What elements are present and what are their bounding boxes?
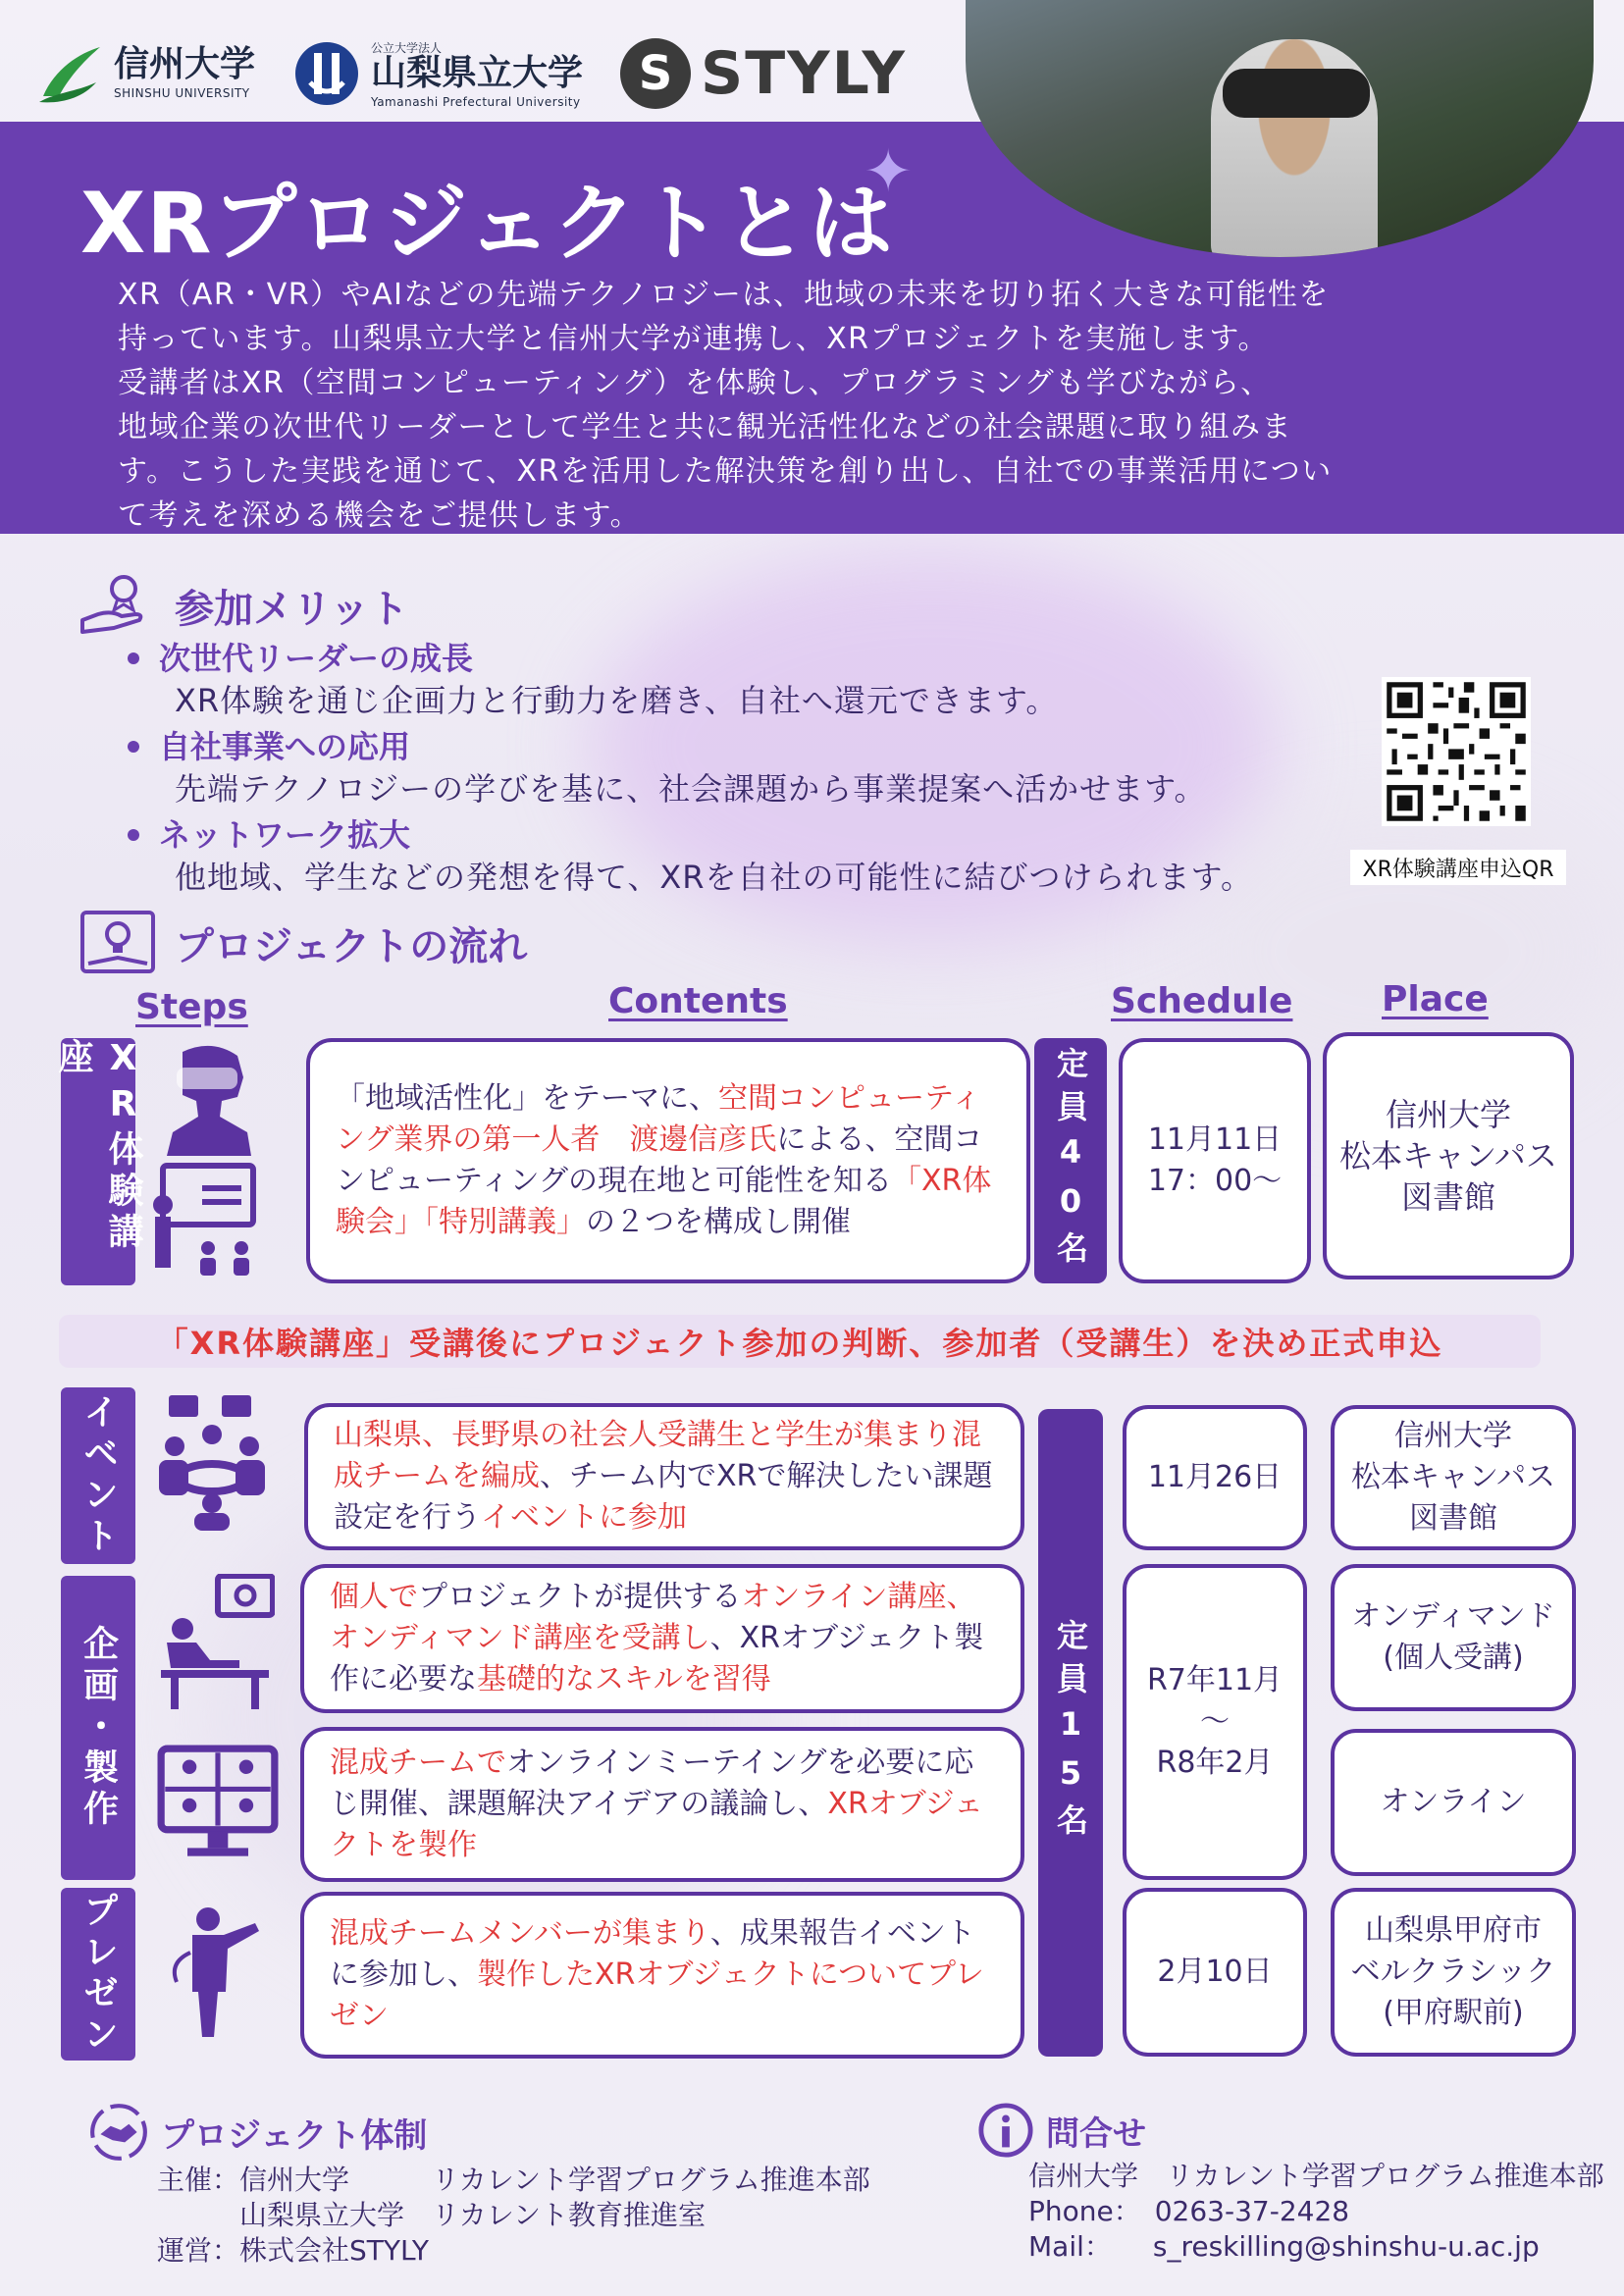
desk-worker-icon xyxy=(157,1574,275,1711)
vr-headset xyxy=(1223,69,1370,118)
bullet xyxy=(128,741,139,753)
list-item: ネットワーク拡大 他地域、学生などの発想を得て、XRを自社の可能性に結びつけられます。 xyxy=(128,814,1305,899)
presenter-icon xyxy=(157,1904,275,2041)
flow-section-header: プロジェクトの流れ xyxy=(79,909,527,977)
column-header-place: Place xyxy=(1382,979,1489,1019)
handshake-icon xyxy=(88,2102,149,2163)
step-label-plan: 企画・製作 xyxy=(61,1576,135,1880)
step-label-event: イベント xyxy=(61,1387,135,1564)
styly-mark-icon: S xyxy=(620,38,691,109)
team-meeting-icon xyxy=(153,1393,271,1531)
plan-content-box-1: 個人でプロジェクトが提供するオンライン講座、オンディマンド講座を受講し、XRオブジェクト製作に必要な基礎的なスキルを習得 xyxy=(300,1564,1024,1713)
capacity-badge-40: 定員40名 xyxy=(1034,1038,1107,1283)
sparkle-icon: ✦ xyxy=(864,137,914,206)
xr-content-text: 「地域活性化」をテーマに、空間コンピューティング業界の第一人者 渡邊信彦氏による、空間コンピューティングの現在地と可能性を知る「XR体験会」「特別講義」の２つを構成し開催 xyxy=(336,1081,992,1239)
present-content-box: 混成チームメンバーが集まり、成果報告イベントに参加し、製作したXRオブジェクトについてプレゼン xyxy=(300,1892,1024,2059)
xr-content-box xyxy=(306,1038,1030,1283)
qr-code[interactable] xyxy=(1382,677,1531,826)
capacity-badge-15: 定員15名 xyxy=(1038,1409,1103,2057)
intro-line: 地域企業の次世代リーダーとして学生と共に観光活性化などの社会課題に取り組みま xyxy=(118,410,1292,444)
column-header-schedule: Schedule xyxy=(1111,981,1293,1021)
present-schedule-box: 2月10日 xyxy=(1123,1888,1307,2057)
event-schedule-box: 11月26日 xyxy=(1123,1405,1307,1550)
intro-line: 持っています。山梨県立大学と信州大学が連携し、XRプロジェクトを実施します。 xyxy=(118,322,1269,356)
intro-line: て考えを深める機会をご提供します。 xyxy=(118,498,642,533)
merit-list xyxy=(128,638,1305,903)
intro-line: XR（AR・VR）やAIなどの先端テクノロジーは、地域の未来を切り拓く大きな可能性を xyxy=(118,278,1330,312)
plan-place-box-2: オンライン xyxy=(1331,1729,1576,1876)
bullet xyxy=(128,829,139,841)
event-place-box: 信州大学 松本キャンパス 図書館 xyxy=(1331,1405,1576,1550)
plan-schedule-box: R7年11月 〜 R8年2月 xyxy=(1123,1564,1307,1880)
present-place-box: 山梨県甲府市 ベルクラシック (甲府駅前) xyxy=(1331,1888,1576,2057)
intro-line: 受講者はXR（空間コンピューティング）を体験し、プログラミングも学びながら、 xyxy=(118,366,1272,400)
email-link[interactable]: Mail： s_reskilling@shinshu-u.ac.jp xyxy=(1028,2230,1540,2263)
yamanashi-logo: 公立大学法人 山梨県立大学 Yamanashi Prefectural University xyxy=(292,39,583,109)
column-header-contents: Contents xyxy=(608,981,788,1021)
plan-content-box-2: 混成チームでオンラインミーテイングを必要に応じ開催、課題解決アイデアの議論し、XRオブジェクトを製作 xyxy=(300,1727,1024,1882)
step-label-xr: XR体験講座 xyxy=(61,1038,135,1285)
shinshu-logo: 信州大学 SHINSHU UNIVERSITY xyxy=(35,39,255,108)
vr-person-icon xyxy=(153,1038,271,1283)
step-label-present: プレゼン xyxy=(61,1888,135,2061)
column-header-steps: Steps xyxy=(135,987,248,1027)
award-hand-icon xyxy=(79,571,157,640)
logo-row xyxy=(35,29,907,118)
intro-line: す。こうした実践を通じて、XRを活用した解決策を創り出し、自社での事業活用につい xyxy=(118,454,1333,489)
bullet xyxy=(128,652,139,664)
page-title: XRプロジェクトとは xyxy=(80,175,894,273)
yamanashi-emblem-icon xyxy=(292,39,361,108)
plan-place-box-1: オンディマンド (個人受講) xyxy=(1331,1564,1576,1711)
list-item: 自社事業への応用 先端テクノロジーの学びを基に、社会課題から事業提案へ活かせます。 xyxy=(128,726,1305,810)
styly-logo: S STYLY xyxy=(620,38,907,109)
intro-text xyxy=(118,273,1511,538)
shinshu-leaf-icon xyxy=(35,39,104,108)
org-section: プロジェクト体制 主催：信州大学 リカレント学習プログラム推進本部 山梨県立大学 リカレント教育推進室 運営：株式会社STYLY xyxy=(88,2102,870,2269)
xr-place-box: 信州大学 松本キャンパス 図書館 xyxy=(1323,1032,1574,1279)
merit-section-header: 参加メリット xyxy=(79,571,408,640)
qr-caption: XR体験講座申込QR xyxy=(1350,850,1566,885)
lightbulb-book-icon xyxy=(79,909,157,977)
event-content-box: 山梨県、長野県の社会人受講生と学生が集まり混成チームを編成、チーム内でXRで解決したい課題設定を行うイベントに参加 xyxy=(304,1403,1024,1550)
info-icon xyxy=(977,2102,1034,2159)
contact-section: 問合せ 信州大学 リカレント学習プログラム推進本部 Phone： 0263-37-2428 Mail： s_reskilling@shinshu-u.ac.jp xyxy=(977,2102,1604,2265)
xr-schedule-box: 11月11日 17：00〜 xyxy=(1119,1038,1311,1283)
video-conference-icon xyxy=(157,1745,279,1866)
application-notice: 「XR体験講座」受講後にプロジェクト参加の判断、参加者（受講生）を決め正式申込 xyxy=(59,1315,1541,1368)
phone-number[interactable]: Phone： 0263-37-2428 xyxy=(1028,2195,1350,2227)
list-item: 次世代リーダーの成長 XR体験を通じ企画力と行動力を磨き、自社へ還元できます。 xyxy=(128,638,1305,722)
